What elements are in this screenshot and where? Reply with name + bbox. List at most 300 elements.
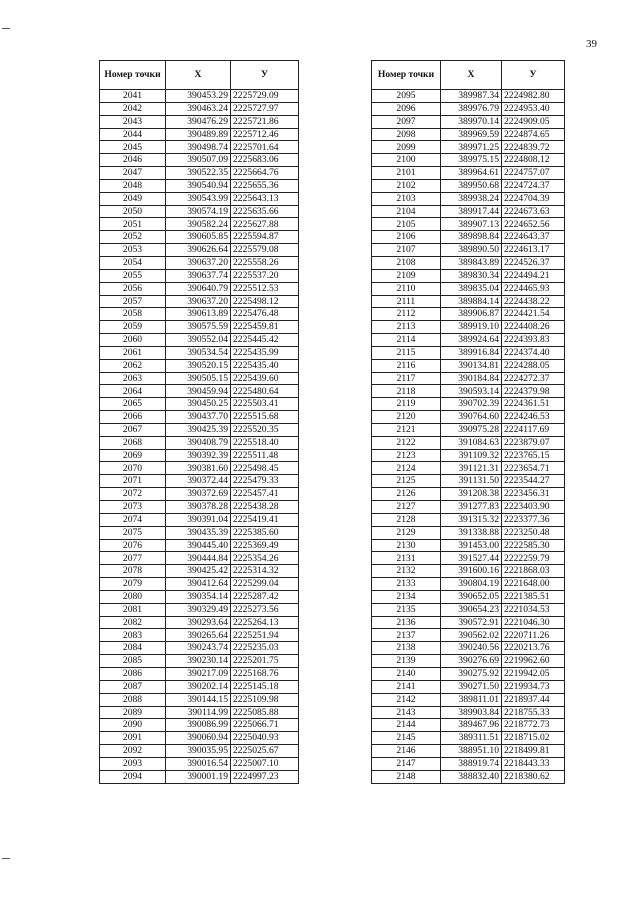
- x-cell: 390476.29: [166, 115, 231, 128]
- point-number-cell: 2103: [372, 192, 441, 205]
- point-number-cell: 2107: [372, 244, 441, 257]
- x-cell: 389919.10: [441, 321, 502, 334]
- point-number-cell: 2140: [372, 667, 441, 680]
- point-number-cell: 2130: [372, 539, 441, 552]
- table-row: [372, 513, 565, 526]
- x-cell: 389969.59: [441, 128, 502, 141]
- x-cell: 391121.31: [441, 462, 502, 475]
- x-cell: 390702.39: [441, 398, 502, 411]
- y-cell: 2225476.48: [231, 308, 299, 321]
- x-cell: 389917.44: [441, 205, 502, 218]
- y-cell: 2225643.13: [231, 192, 299, 205]
- point-number-cell: 2105: [372, 218, 441, 231]
- point-number-cell: 2048: [100, 179, 166, 192]
- x-cell: 390437.70: [166, 411, 231, 424]
- x-cell: 390202.14: [166, 680, 231, 693]
- y-cell: 2224997.23: [231, 770, 299, 783]
- point-number-cell: 2092: [100, 745, 166, 758]
- point-number-cell: 2104: [372, 205, 441, 218]
- x-cell: 390372.44: [166, 475, 231, 488]
- point-number-cell: 2051: [100, 218, 166, 231]
- table-row: [372, 565, 565, 578]
- x-cell: 390637.74: [166, 269, 231, 282]
- y-cell: 2225066.71: [231, 719, 299, 732]
- point-number-cell: 2113: [372, 321, 441, 334]
- y-cell: 2224839.72: [502, 141, 565, 154]
- x-cell: 389811.01: [441, 693, 502, 706]
- header-row: [372, 61, 565, 90]
- y-cell: 2224494.21: [502, 269, 565, 282]
- y-cell: 2225537.20: [231, 269, 299, 282]
- point-number-cell: 2099: [372, 141, 441, 154]
- x-cell: 390574.19: [166, 205, 231, 218]
- point-number-cell: 2148: [372, 770, 441, 783]
- y-cell: 2225435.40: [231, 359, 299, 372]
- point-number-cell: 2060: [100, 334, 166, 347]
- y-cell: 2225627.88: [231, 218, 299, 231]
- y-cell: 2225299.04: [231, 578, 299, 591]
- x-cell: 390275.92: [441, 667, 502, 680]
- table-row: [100, 770, 299, 783]
- table-row: [100, 90, 299, 103]
- point-number-cell: 2121: [372, 423, 441, 436]
- table-row: [100, 411, 299, 424]
- x-cell: 391315.32: [441, 513, 502, 526]
- y-cell: 2224117.69: [502, 423, 565, 436]
- x-cell: 390543.99: [166, 192, 231, 205]
- point-number-cell: 2133: [372, 578, 441, 591]
- table-row: [100, 359, 299, 372]
- table-row: [100, 128, 299, 141]
- point-number-cell: 2082: [100, 616, 166, 629]
- point-number-cell: 2132: [372, 565, 441, 578]
- y-cell: 2225515.68: [231, 411, 299, 424]
- table-row: [372, 411, 565, 424]
- x-cell: 390035.95: [166, 745, 231, 758]
- x-cell: 389907.13: [441, 218, 502, 231]
- point-number-cell: 2137: [372, 629, 441, 642]
- table-row: [372, 770, 565, 783]
- y-cell: 2225712.46: [231, 128, 299, 141]
- point-number-cell: 2145: [372, 732, 441, 745]
- x-cell: 391084.63: [441, 436, 502, 449]
- x-cell: 391453.00: [441, 539, 502, 552]
- x-cell: 391109.32: [441, 449, 502, 462]
- header-row: [100, 61, 299, 90]
- point-number-cell: 2114: [372, 334, 441, 347]
- table-row: [372, 501, 565, 514]
- y-cell: 2225251.94: [231, 629, 299, 642]
- x-cell: 390507.09: [166, 154, 231, 167]
- table-row: [100, 372, 299, 385]
- table-row: [100, 269, 299, 282]
- x-cell: 390975.28: [441, 423, 502, 436]
- x-cell: 390372.69: [166, 488, 231, 501]
- point-number-cell: 2085: [100, 655, 166, 668]
- point-number-cell: 2062: [100, 359, 166, 372]
- table-row: [372, 732, 565, 745]
- table-row: [100, 642, 299, 655]
- point-number-cell: 2073: [100, 501, 166, 514]
- table-row: [100, 526, 299, 539]
- x-cell: 390450.25: [166, 398, 231, 411]
- x-cell: 390552.04: [166, 334, 231, 347]
- y-cell: 2225435.99: [231, 346, 299, 359]
- y-cell: 2221648.00: [502, 578, 565, 591]
- point-number-cell: 2084: [100, 642, 166, 655]
- y-cell: 2224613.17: [502, 244, 565, 257]
- y-cell: 2225109.98: [231, 693, 299, 706]
- table-row: [100, 552, 299, 565]
- y-cell: 2224673.63: [502, 205, 565, 218]
- point-number-cell: 2111: [372, 295, 441, 308]
- y-cell: 2225727.97: [231, 102, 299, 115]
- y-cell: 2218937.44: [502, 693, 565, 706]
- point-number-cell: 2076: [100, 539, 166, 552]
- point-number-cell: 2120: [372, 411, 441, 424]
- y-cell: 2223403.90: [502, 501, 565, 514]
- point-number-cell: 2124: [372, 462, 441, 475]
- x-cell: 390293.64: [166, 616, 231, 629]
- x-cell: 390520.15: [166, 359, 231, 372]
- table-row: [100, 475, 299, 488]
- page-number: 39: [586, 38, 597, 50]
- table-row: [100, 398, 299, 411]
- table-row: [372, 488, 565, 501]
- x-cell: 390412.64: [166, 578, 231, 591]
- point-number-cell: 2112: [372, 308, 441, 321]
- x-cell: 390540.94: [166, 179, 231, 192]
- table-row: [100, 334, 299, 347]
- table-row: [100, 102, 299, 115]
- y-cell: 2225369.49: [231, 539, 299, 552]
- y-cell: 2222259.79: [502, 552, 565, 565]
- point-number-cell: 2144: [372, 719, 441, 732]
- y-cell: 2225683.06: [231, 154, 299, 167]
- x-cell: 390184.84: [441, 372, 502, 385]
- point-number-cell: 2053: [100, 244, 166, 257]
- y-cell: 2224909.05: [502, 115, 565, 128]
- y-cell: 2223879.07: [502, 436, 565, 449]
- point-number-cell: 2143: [372, 706, 441, 719]
- x-cell: 390444.84: [166, 552, 231, 565]
- point-number-cell: 2088: [100, 693, 166, 706]
- x-cell: 389467.96: [441, 719, 502, 732]
- point-number-cell: 2117: [372, 372, 441, 385]
- point-number-cell: 2054: [100, 256, 166, 269]
- point-number-cell: 2072: [100, 488, 166, 501]
- y-cell: 2218772.73: [502, 719, 565, 732]
- y-cell: 2221034.53: [502, 603, 565, 616]
- table-row: [372, 308, 565, 321]
- x-cell: 390271.50: [441, 680, 502, 693]
- table-row: [100, 462, 299, 475]
- point-number-cell: 2125: [372, 475, 441, 488]
- table-row: [100, 565, 299, 578]
- table-row: [100, 423, 299, 436]
- x-cell: 389950.68: [441, 179, 502, 192]
- table-row: [372, 655, 565, 668]
- x-cell: 389916.84: [441, 346, 502, 359]
- x-cell: 389970.14: [441, 115, 502, 128]
- x-cell: 390134.81: [441, 359, 502, 372]
- x-cell: 390489.89: [166, 128, 231, 141]
- point-number-cell: 2065: [100, 398, 166, 411]
- y-cell: 2225145.18: [231, 680, 299, 693]
- y-cell: 2225040.93: [231, 732, 299, 745]
- y-cell: 2224526.37: [502, 256, 565, 269]
- header-point-number: Номер точки: [372, 61, 441, 90]
- point-number-cell: 2080: [100, 590, 166, 603]
- y-cell: 2225655.36: [231, 179, 299, 192]
- table-row: [100, 436, 299, 449]
- point-number-cell: 2095: [372, 90, 441, 103]
- point-number-cell: 2081: [100, 603, 166, 616]
- y-cell: 2224438.22: [502, 295, 565, 308]
- table-row: [100, 745, 299, 758]
- point-number-cell: 2115: [372, 346, 441, 359]
- x-cell: 390626.64: [166, 244, 231, 257]
- table-row: [100, 706, 299, 719]
- table-row: [372, 436, 565, 449]
- table-row: [100, 488, 299, 501]
- table-row: [372, 167, 565, 180]
- x-cell: 389830.34: [441, 269, 502, 282]
- y-cell: 2224465.93: [502, 282, 565, 295]
- table-row: [372, 128, 565, 141]
- table-row: [372, 757, 565, 770]
- table-row: [100, 757, 299, 770]
- header-y: У: [231, 61, 299, 90]
- x-cell: 389971.25: [441, 141, 502, 154]
- point-number-cell: 2116: [372, 359, 441, 372]
- x-cell: 390354.14: [166, 590, 231, 603]
- table-row: [100, 655, 299, 668]
- table-row: [100, 282, 299, 295]
- y-cell: 2218499.81: [502, 745, 565, 758]
- table-row: [100, 141, 299, 154]
- x-cell: 389975.15: [441, 154, 502, 167]
- point-number-cell: 2046: [100, 154, 166, 167]
- y-cell: 2225459.81: [231, 321, 299, 334]
- x-cell: 389843.89: [441, 256, 502, 269]
- point-number-cell: 2118: [372, 385, 441, 398]
- point-number-cell: 2087: [100, 680, 166, 693]
- y-cell: 2225729.09: [231, 90, 299, 103]
- point-number-cell: 2086: [100, 667, 166, 680]
- point-number-cell: 2071: [100, 475, 166, 488]
- point-number-cell: 2147: [372, 757, 441, 770]
- table-row: [100, 115, 299, 128]
- table-row: [100, 192, 299, 205]
- x-cell: 390408.79: [166, 436, 231, 449]
- x-cell: 390086.99: [166, 719, 231, 732]
- table-row: [372, 115, 565, 128]
- point-number-cell: 2057: [100, 295, 166, 308]
- point-number-cell: 2102: [372, 179, 441, 192]
- table-row: [100, 603, 299, 616]
- table-row: [372, 141, 565, 154]
- point-number-cell: 2126: [372, 488, 441, 501]
- x-cell: 390381.60: [166, 462, 231, 475]
- x-cell: 390378.28: [166, 501, 231, 514]
- x-cell: 391527.44: [441, 552, 502, 565]
- table-row: [100, 590, 299, 603]
- y-cell: 2224874.65: [502, 128, 565, 141]
- table-row: [100, 231, 299, 244]
- margin-mark-bottom: [2, 858, 10, 859]
- table-row: [372, 321, 565, 334]
- point-number-cell: 2142: [372, 693, 441, 706]
- table-row: [372, 90, 565, 103]
- table-row: [372, 642, 565, 655]
- x-cell: 390534.54: [166, 346, 231, 359]
- point-number-cell: 2096: [372, 102, 441, 115]
- y-cell: 2221868.03: [502, 565, 565, 578]
- y-cell: 2225287.42: [231, 590, 299, 603]
- y-cell: 2225025.67: [231, 745, 299, 758]
- x-cell: 389906.87: [441, 308, 502, 321]
- table-row: [372, 372, 565, 385]
- x-cell: 389890.50: [441, 244, 502, 257]
- x-cell: 389311.51: [441, 732, 502, 745]
- point-number-cell: 2109: [372, 269, 441, 282]
- y-cell: 2224652.56: [502, 218, 565, 231]
- y-cell: 2224421.54: [502, 308, 565, 321]
- point-number-cell: 2061: [100, 346, 166, 359]
- x-cell: 390243.74: [166, 642, 231, 655]
- table-row: [372, 539, 565, 552]
- table-row: [100, 578, 299, 591]
- y-cell: 2224982.80: [502, 90, 565, 103]
- point-number-cell: 2093: [100, 757, 166, 770]
- point-number-cell: 2083: [100, 629, 166, 642]
- point-number-cell: 2050: [100, 205, 166, 218]
- table-body: [100, 90, 299, 784]
- table-row: [100, 167, 299, 180]
- y-cell: 2223765.15: [502, 449, 565, 462]
- y-cell: 2224361.51: [502, 398, 565, 411]
- x-cell: 390391.04: [166, 513, 231, 526]
- point-number-cell: 2042: [100, 102, 166, 115]
- y-cell: 2225518.40: [231, 436, 299, 449]
- x-cell: 390582.24: [166, 218, 231, 231]
- x-cell: 391208.38: [441, 488, 502, 501]
- y-cell: 2218755.33: [502, 706, 565, 719]
- table-row: [100, 244, 299, 257]
- table-row: [372, 680, 565, 693]
- x-cell: 390613.89: [166, 308, 231, 321]
- point-number-cell: 2069: [100, 449, 166, 462]
- header-y: У: [502, 61, 565, 90]
- x-cell: 390575.59: [166, 321, 231, 334]
- y-cell: 2225579.08: [231, 244, 299, 257]
- y-cell: 2225439.60: [231, 372, 299, 385]
- x-cell: 391131.50: [441, 475, 502, 488]
- table-body: [372, 90, 565, 784]
- x-cell: 391277.83: [441, 501, 502, 514]
- point-number-cell: 2070: [100, 462, 166, 475]
- x-cell: 389835.04: [441, 282, 502, 295]
- y-cell: 2221385.51: [502, 590, 565, 603]
- table-row: [372, 218, 565, 231]
- table-row: [372, 179, 565, 192]
- y-cell: 2224374.40: [502, 346, 565, 359]
- x-cell: 389938.24: [441, 192, 502, 205]
- x-cell: 390445.40: [166, 539, 231, 552]
- table-row: [100, 154, 299, 167]
- point-number-cell: 2041: [100, 90, 166, 103]
- x-cell: 390562.02: [441, 629, 502, 642]
- table-row: [100, 218, 299, 231]
- table-row: [100, 321, 299, 334]
- point-number-cell: 2127: [372, 501, 441, 514]
- y-cell: 2225635.66: [231, 205, 299, 218]
- table-row: [372, 745, 565, 758]
- x-cell: 390392.39: [166, 449, 231, 462]
- y-cell: 2225511.48: [231, 449, 299, 462]
- y-cell: 2225701.64: [231, 141, 299, 154]
- point-number-cell: 2128: [372, 513, 441, 526]
- table-row: [100, 629, 299, 642]
- point-number-cell: 2119: [372, 398, 441, 411]
- table-row: [100, 539, 299, 552]
- point-number-cell: 2136: [372, 616, 441, 629]
- point-number-cell: 2044: [100, 128, 166, 141]
- y-cell: 2225264.13: [231, 616, 299, 629]
- y-cell: 2224724.37: [502, 179, 565, 192]
- y-cell: 2225385.60: [231, 526, 299, 539]
- table-row: [100, 501, 299, 514]
- x-cell: 390637.20: [166, 256, 231, 269]
- table-row: [100, 346, 299, 359]
- margin-mark-top: [2, 28, 10, 29]
- table-row: [100, 256, 299, 269]
- y-cell: 2225520.35: [231, 423, 299, 436]
- y-cell: 2225558.26: [231, 256, 299, 269]
- x-cell: 389976.79: [441, 102, 502, 115]
- point-number-cell: 2074: [100, 513, 166, 526]
- y-cell: 2224288.05: [502, 359, 565, 372]
- table-row: [372, 269, 565, 282]
- table-row: [100, 616, 299, 629]
- x-cell: 390240.56: [441, 642, 502, 655]
- table-row: [372, 462, 565, 475]
- point-number-cell: 2079: [100, 578, 166, 591]
- y-cell: 2221046.30: [502, 616, 565, 629]
- point-number-cell: 2091: [100, 732, 166, 745]
- y-cell: 2220213.76: [502, 642, 565, 655]
- x-cell: 389898.84: [441, 231, 502, 244]
- point-number-cell: 2146: [372, 745, 441, 758]
- point-number-cell: 2135: [372, 603, 441, 616]
- x-cell: 390463.24: [166, 102, 231, 115]
- table-row: [100, 295, 299, 308]
- table-row: [372, 256, 565, 269]
- y-cell: 2225445.42: [231, 334, 299, 347]
- x-cell: 390425.39: [166, 423, 231, 436]
- table-row: [372, 192, 565, 205]
- point-number-cell: 2100: [372, 154, 441, 167]
- y-cell: 2225168.76: [231, 667, 299, 680]
- y-cell: 2219962.60: [502, 655, 565, 668]
- x-cell: 390522.35: [166, 167, 231, 180]
- x-cell: 390640.79: [166, 282, 231, 295]
- x-cell: 389884.14: [441, 295, 502, 308]
- x-cell: 390435.39: [166, 526, 231, 539]
- y-cell: 2225594.87: [231, 231, 299, 244]
- x-cell: 390637.20: [166, 295, 231, 308]
